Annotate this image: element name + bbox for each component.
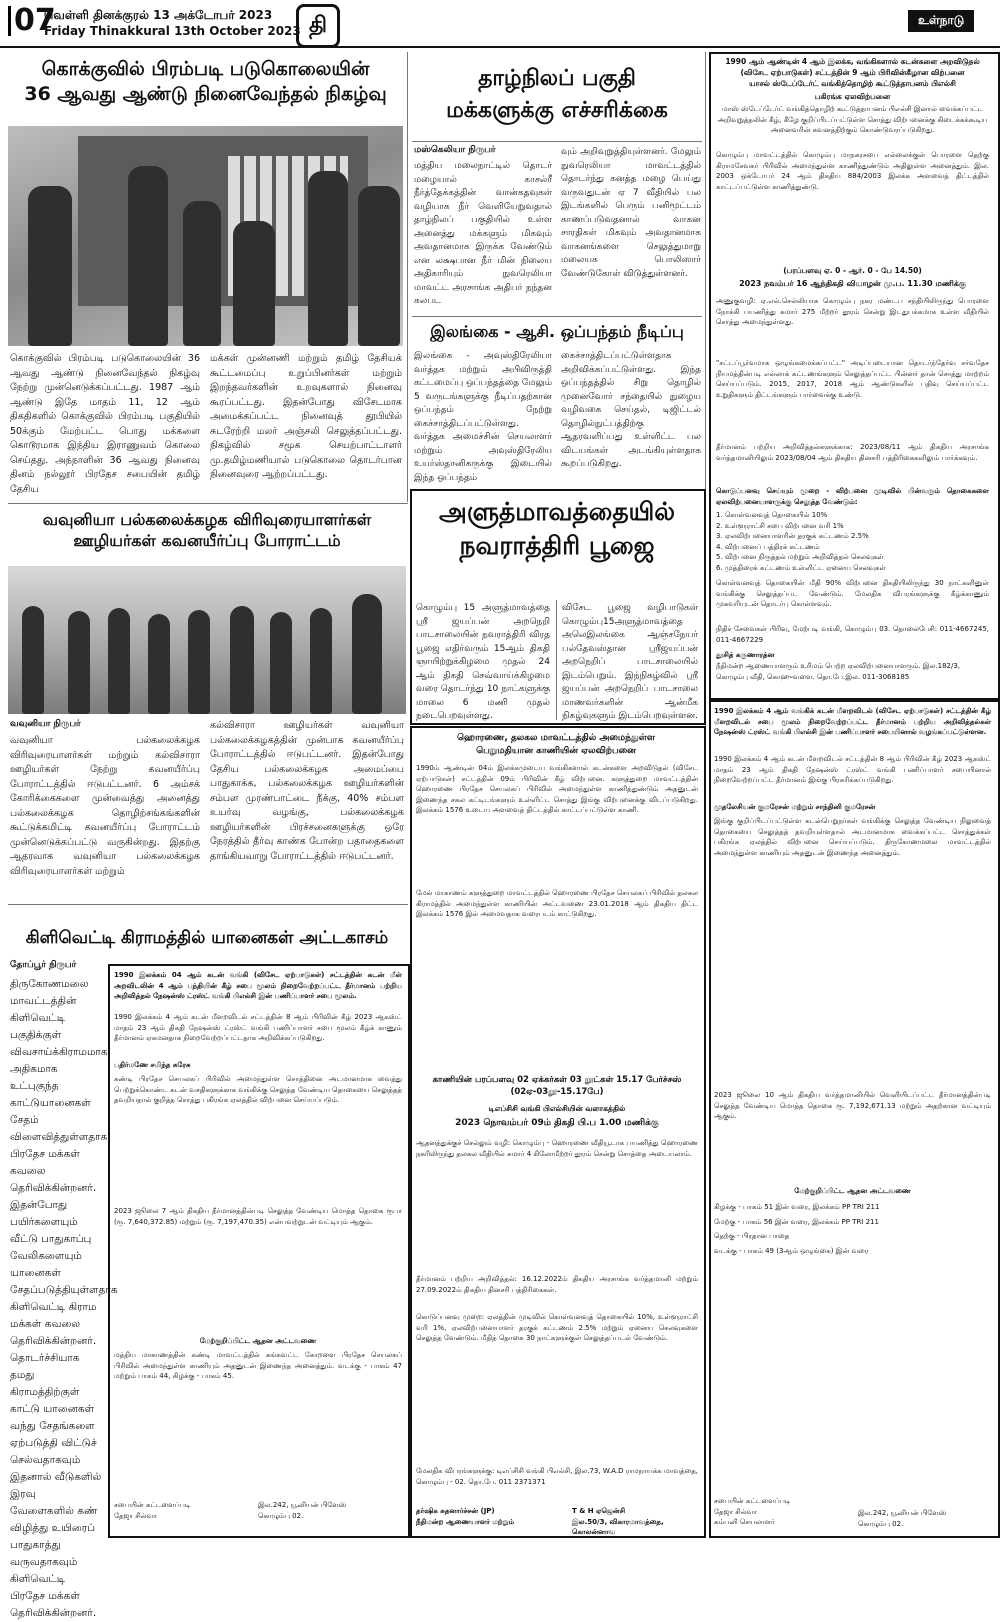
- masthead-rule: [0, 46, 1000, 48]
- schedule-item: மேற்கு - பாகம் 56 இன் வரை, இலக்கம் PP TRI 211: [714, 1217, 879, 1226]
- notice-subheading: மேற்குறிப்பிட்ட ஆதன அட்டவணை: [199, 1337, 317, 1345]
- story-body: கல்விசாரா ஊழியர்கள் வவுனியா பல்கலைக்கழகத்தின் முன்பாக கவனயீர்ப்பு போராட்டத்தில் ஈடுபட்டனர். இதன்போது தேசிய பல்கலைக்கழக அமைப்பை பாதுகாக்க, பல்கலைக்கழக ஊழியர்களின் சம்பள முரண்பாட்டை நீக்கு, 40% சம்பள உயர்வு வழங்கு, பல்கலைக்கழக ஊழியர்களின் பிரச்சனைகளுக்கு ஒரே நேரத்தில் தீர்வு காண்க போன்ற பதாதைகளை தாங்கியவாறு போராட்டத்தில் ஈடுபட்டனர்.: [210, 720, 404, 862]
- sale-date: 2023 நவம்பர் 16 ஆந்திகதி வியாழன் மு.ப. 11.30 மணிக்கு: [739, 279, 966, 288]
- payment-list: [716, 510, 989, 573]
- notice-paragraph: கொழும்பு மாவட்டத்தில் கொழும்பு மாநகரசபை எல்லைக்குள் பொரளை தெற்கு கிராமசேவகர் பிரிவில் அமைந்துள்ள காணித்துண்டும் அதிலுள்ள அனைத்தும். இல. 2003 ஒக்டோபர் 24 ஆம் திகதிய 884/2003 இலக்க அளவைத் திட்டத்தில் காட்டப்பட்டுள்ள காணித்துண்டு.: [716, 151, 989, 191]
- property-schedule: [714, 1202, 991, 1256]
- notice-paragraph: 1990ம் ஆண்டின் 04ம் இலக்கமுடைய வங்கிகளால் கடன்களை அறவிடுதல் (விசேட ஏற்பாடுகள்) சட்டத்தின் 09ம் பிரிவின் கீழ் விற்பனை. களுத்துறை மாவட்டத்தின் ஹொரணை பிரதேச செயலகப் பிரிவில் அமைந்துள்ள காணித்துண்டும் அதனுடன் இணைந்த சகல கட்டிடங்களும் உள்ளிட்ட சொத்து இங்கு விற்பனைக்கு விடப்படுகிறது. இலக்கம் 1576 உடைய அளவைத் திட்டத்தில் காட்டப்பட்டுள்ள காணி.: [416, 764, 698, 814]
- notice-paragraph: மாஸ் ஸ்டேப்டேர்ட் வங்கித்தொழிற் கூட்டுத்தாபனம் பிஎல்சி இனால் வைக்கப்பட்ட அறிவுறுத்தலின் கீழ், கீழே குறிப்பிடப்பட்டுள்ள சொத்து விற்பனைக்கு கிடைக்கக்கூடிய அனைவரின் கவனத்திற்கும் கொண்டுவரப்படுகிறது.: [717, 105, 988, 134]
- column-divider: [407, 52, 408, 502]
- memorial-photo: [8, 126, 403, 346]
- story-body: கைச்சாத்திடப்பட்டுள்ளதாக அறிவிக்கப்பட்டுள்ளது. இந்த ஒப்பந்தத்தில் சிறு தொழில் முனைவோர் சந்தையில் நுழைய வழிவகை செய்தல், டிஜிட்டல் தொழில்நுட்பத்திற்கு ஆதரவளிப்பது உள்ளிட்ட பல விடயங்கள் அடங்கியுள்ளதாக கூறப்படுகிறது.: [561, 351, 701, 469]
- notice-title: ஹொரணை, தலகல மாவட்டத்தில் அமைந்துள்ள: [457, 733, 655, 743]
- story-body: வும் அறிவுறுத்தியுள்ளனர். மேலும் நுவரெலியா மாவட்டத்தில் தொடர்ந்து கனத்த மழை பெய்து வருவதுடன் ஏ 7 வீதியில் பல இடங்களில் பெரும் பனிமூட்டம் காணப்படுவதனால் வாகன சாரதிகள் மிகவும் அவதானமாக வாகனங்களை செலுத்துமாறு மலையக பொலிஸார் வேண்டுகோள் விடுத்துள்ளனர்.: [561, 147, 701, 279]
- notice-title: 1990 ஆம் ஆண்டின் 4 ஆம் இலக்க, வங்கிகளால் கடன்களை அறவிடுதல்: [725, 57, 980, 66]
- notice-paragraph: 2023 ஜூலை 10 ஆம் திகதிய வர்த்தமானியில் வெளியிடப்பட்ட தீர்மானத்தின்படி செலுத்த வேண்டிய மொத்த தொகை ரூ. 7,192,671.13 மற்றும் அதற்கான வட்டியும் ஆகும்.: [714, 1091, 991, 1120]
- payment-item: 3. ஏலவிற்பனையாளரின் தரகுக் கட்டணம் 2.5%: [716, 532, 869, 540]
- notice-paragraph: அணுகுவழி: ஏ.எல்.செல்லியாக கொழும்பு நகர மண்டப சந்தியிலிருந்து பொரளை நோக்கி பயணித்து சுமார் 275 மீற்றர் தூரம் சென்று இடதுபக்கமாக உள்ள வீதியில் சொத்து அமைந்துள்ளது.: [716, 297, 989, 326]
- story-body: இலங்கை - அவுஸ்திரேலியா வர்த்தக மற்றும் அபிவிருத்தி கட்டமைப்பு ஒப்பந்தத்தை மேலும் 5 வருடங்களுக்கு நீடிப்பதற்கான ஒப்பந்தம் நேற்று கைச்சாத்திடப்பட்டுள்ளது. வர்த்தக அமைச்சின் செயலாளர் மற்றும் அவுஸ்திரேலிய உயர்ஸ்தானிகருக்கு இடையில் இந்த ஒப்பந்தம்: [414, 351, 552, 483]
- notice-address: இல.242, யூனியன் பிளேஸ் கொழும்பு 02.: [858, 1509, 947, 1528]
- notice-paragraph: மேல் மாகாணம் களுத்துறை மாவட்டத்தில் ஹொரணை பிரதேச செயலகப் பிரிவில் தலகல கிராமத்தில் அமைந்துள்ள காணியின் அட்டவணை 23.01.2018 ஆம் திகதிய திட்ட இலக்கம் 1576 இல் அமைவதாக வரைபடம் காட்டுகிறது.: [416, 889, 698, 918]
- sale-date: 2023 நொவம்பர் 09ம் திகதி பி.ப 1.00 மணிக்கு: [455, 1118, 659, 1128]
- headline: கிளிவெட்டி கிராமத்தில் யானைகள் அட்டகாசம்: [25, 928, 389, 948]
- auctioneer-details: நீதிமன்ற ஆணையாளரும் உரிமம் பெற்ற ஏலவிற்பனையாளரும். இல.182/3, கொழும்பு வீதி, கொஹுவளை. தொ.பே.இல. 011-3068185: [716, 662, 961, 681]
- notice-subheading: முதலேசியன் குமரேசன் மற்றும் சாந்தினி குமரேசன்: [714, 803, 876, 811]
- sale-venue: டிஎப்சிசி வங்கி பிஎல்சியின் வளாகத்தில்: [488, 1104, 626, 1113]
- notice-subheading: மேற்குறிப்பிட்ட ஆதன அட்டவணை: [794, 1187, 911, 1195]
- notice-subtitle: பகிரங்க ஏலவிற்பனை: [814, 92, 891, 101]
- notice-paragraph: தீர்மானம் பற்றிய அறிவித்தல்களுக்காக: 2023/08/11 ஆம் திகதிய அரசாங்க வர்த்தமானியிலும் 2023/08/04 ஆம் திகதிய தினசரி பத்திரிகைகளிலும் பார்க்கவும்.: [716, 443, 989, 462]
- notice-address: இல.242, யூனியன் பிளேஸ் கொழும்பு 02.: [258, 1501, 347, 1520]
- story-body: கொழும்பு 15 அளுத்மாவத்தை ஸ்ரீ ஜயப்பன் அறநெறி பாடசாலையின் நவராத்திரி விரத பூஜை எதிர்வரும் 15ஆம் திகதி ஞாயிற்றுக்கிழமை முதல் 24 ஆம் திகதி செவ்வாய்க்கிழமை வரை தொடர்ந்து 10 நாட்களுக்கு மாலை 6 மணி முதல் நடைபெறவுள்ளது.: [416, 603, 550, 721]
- payment-item: 6. முத்திரைக் கட்டணம் உள்ளிட்ட ஏனைய செலவுகள்: [716, 563, 886, 572]
- notice-intro: 1990 இலக்கம் 04 ஆம் கடன் வங்கி (விசேட ஏற்பாடுகள்) சட்டத்தின் கடன் மீள் அறவிடலின் 4 ஆம் பந்தியின் கீழ் சபை மூலம் நிறைவேற்றப்பட்ட தீர்மானம் பற்றிய அறிவித்தல் நேஷன்ஸ் ட்ரஸ்ட் வங்கி பிஎல்சி இன் பணிப்பாளர் சபை மூலம்.: [114, 971, 402, 1000]
- notice-signature: சபையின் கட்டளைப்படி தேஜா சில்வா கம்பனி செயலாளர்: [714, 1497, 791, 1526]
- notice-paragraph: இங்கு குறிப்பிடப்பட்டுள்ள கடன்பெறுநர்கள் வங்கிக்கு செலுத்த வேண்டிய நிலுவைத் தொகையை செலுத்தத் தவறியுள்ளதால் அடமானமாக வைக்கப்பட்ட சொத்துக்கள் பகிரங்க ஏலத்தில் விற்பனை செய்யப்படும். திருகோணமலை மாவட்டத்தில் அமைந்துள்ள காணியும் அதனுடன் இணைந்த அனைத்தும்.: [714, 817, 991, 857]
- payment-item: 4. விற்பனைப் பத்திரக் கட்டணம்: [716, 542, 820, 551]
- headline: இலங்கை - ஆசி. ஒப்பந்தம் நீடிப்பு: [430, 322, 684, 341]
- payment-item: 5. விற்பனை நிருத்தல் மற்றும் அறிவித்தல் செலவுகள்: [716, 553, 884, 561]
- byline: மஸ்கெலியா நிருபர்: [414, 145, 496, 155]
- notice-paragraph: மத்திய மாகாணத்தின் கண்டி மாவட்டத்தில் கங்கவட்ட கோறளை பிரதேச செயலகப் பிரிவில் அமைந்துள்ள காணியும் அதனுடன் இணைந்த அனைத்தும். வடக்கு - பாகம் 47 மற்றும் பாகம் 44, கிழக்கு - பாகம் 45.: [114, 1351, 402, 1380]
- story-body: திருகோணமலை மாவட்டத்தின் கிளிவெட்டி பகுதிக்குள் விவசாய்க்கிராமமாக அதிகமாக உட்புகுந்த காட்டுயானைகள் சேதம் விளைவித்துள்ளதாக பிரதேச மக்கள் கவலை தெரிவிக்கின்றனர். இதன்போது பயிர்களையும் வீட்டு பாதுகாப்பு வேலிகளையும் யானைகள் சேதப்படுத்தியுள்ளதாக கிளிவெட்டி கிராம மக்கள் கவலை தெரிவிக்கின்றனர். தொடர்ச்சியாக தமது கிராமத்திற்குள் காட்டு யானைகள் வந்து சேதங்களை ஏற்படுத்தி விட்டுச் செல்வதாகவும் இதனால் வீடுகளில் இரவு வேளைகளில் கண் விழித்து உயிரைப் பாதுகாத்து வருவதாகவும் கிளிவெட்டி பிரதேச மக்கள் தெரிவிக்கின்றனர்.: [10, 978, 118, 1619]
- section-label: உள்நாடு: [908, 10, 974, 32]
- story-body: மக்கள் முன்னணி மற்றும் தமிழ் தேசியக் கூட்டமைப்பு உறுப்பினர்கள் மற்றும் இறந்தவர்களின் உறவுகளால் நினைவு கூரப்பட்டது. இதன்போது விசேடமாக அமைக்கப்பட்ட நினைவுத் தூபியில் சுடரேற்றி மலர் அஞ்சலி செலுத்தப்பட்டது. நிகழ்வில் சமூக செயற்பாட்டாளர் மு.தமிழ்மணியால் படுகொலை தொடர்பான நினைவுரை ஆற்றப்பட்டது.: [210, 353, 402, 480]
- newspaper-logo-icon: தி: [296, 4, 340, 48]
- masthead-tamil-date: வெள்ளி தினக்குரல் 13 அக்டோபர் 2023: [44, 8, 273, 22]
- story-kokkuvil: [8, 58, 403, 106]
- notice-contact: நிதிச் சேவைகள் பிரிவு, மேற்படி வங்கி, கொழும்பு 03. தொலைபேசி: 011-4667245, 011-4667229: [716, 625, 989, 644]
- headline: நவராத்திரி பூஜை: [459, 531, 655, 560]
- schedule-item: தெற்கு - பிரதான பாதை: [714, 1232, 790, 1240]
- rule: [412, 141, 702, 142]
- payment-item: 1. கொள்வனவுத் தொகையில் 10%: [716, 511, 828, 519]
- notice-paragraph: 1990 இலக்கம் 4 ஆம் கடன் மீளறவிடல் சட்டத்தின் 8 ஆம் பிரிவின் கீழ் 2023 ஆகஸ்ட் மாதம் 23 ஆம் திகதி நேஷன்ஸ் ட்ரஸ்ட் வங்கி பணிப்பாளர் சபை மூலம் கீழ்க் காணும் தீர்மானம் ஏகமனதாக நிறைவேற்றப்பட்டதாக அறிவிக்கப்படுகிறது.: [114, 1013, 402, 1042]
- rule: [412, 316, 702, 317]
- payment-title: கொடுப்பனவு செய்யும் முறை - விற்பனை முடிவில் பின்வரும் தொகைகளை ஏலவிற்பனையாளருக்கு செலுத்த வேண்டும்:: [716, 487, 989, 506]
- schedule-item: வடக்கு - பாகம் 49 (3ஆம் ஒழுங்கை) இன் வரை: [714, 1246, 869, 1255]
- rule: [8, 904, 408, 905]
- story-body: கொக்குவில் பிரம்படி படுகொலையின் 36 ஆவது ஆண்டு நினைவேந்தல் நிகழ்வு நேற்று முன்னெடுக்கப்பட்டது. 1987 ஆம் ஆண்டு இதே மாதம் 11, 12 ஆம் திகதிகளில் கொக்குவில் பிரம்படி பகுதியில் 50க்கும் மேற்பட்ட பொது மக்களை கொடூரமாக இந்திய இராணுவம் கொலை செய்தது. அந்நாளின் 36 ஆவது நினைவு தினம் நல்லூர் பிரதேச சபையின் தமிழ் தேசிய: [10, 353, 200, 495]
- land-extent: காணியின் பரப்பளவு 02 ஏக்கர்கள் 03 றூட்கள் 15.17 பேர்ச்சஸ் (02ஏ-03றூ-15.17பே): [432, 1075, 682, 1097]
- headline: வவுனியா பல்கலைக்கழக விரிவுரையாளர்கள்: [42, 510, 372, 529]
- notice-subheading: பதிர்மணே சமிந்த சுரேசு: [114, 1061, 191, 1069]
- notice-title: யாசல் ஸ்டேப்டேர்ட் வங்கித்தொழிற் கூட்டுத்தாபனம் பிஎல்சி: [749, 79, 956, 88]
- masthead-english-date: Friday Thinakkural 13th October 2023: [44, 24, 301, 38]
- protest-photo: [8, 566, 406, 714]
- headline: ஊழியர்கள் கவனயீர்ப்பு போராட்டம்: [73, 531, 341, 551]
- notice-contact: மேலதிக விபரங்களுக்கு: டிஎப்சிசி வங்கி பிஎல்சி, இல.73, W.A.D ராமநாயக்க மாவத்தை, கொழும்பு - 02. தொ.பே. 011 2371371: [416, 1467, 698, 1486]
- page-number: 07: [14, 3, 56, 38]
- headline: மக்களுக்கு எச்சரிக்கை: [446, 98, 668, 124]
- headline: கொக்குவில் பிரம்படி படுகொலையின்: [41, 58, 370, 80]
- notice-signature: சபையின் கட்டளைப்படி தேஜா சில்வா: [114, 1501, 191, 1520]
- story-lowland-warning: [412, 66, 702, 125]
- headline: 36 ஆவது ஆண்டு நினைவேந்தல் நிகழ்வு: [24, 82, 387, 105]
- story-navaratri: [414, 497, 700, 561]
- notice-title: பெறுமதியான காணியின் ஏலவிற்பனை: [476, 746, 636, 756]
- story-body: விசேட பூஜை வழிபாடுகள் கொழும்பு15அளுத்மாவத்தை அலெஇலங்கை ஆஞ்சநேயர் பல்தேவஸ்தான ஸ்ரீஜயப்பன் அறநெறிப் பாடசாலையில் இடம்பெறும். இந்நிகழ்வில் ஸ்ரீ ஜயப்பன் அறநெறிப் பாடசாலை மாணவர்களின் ஆன்மீக நிகழ்வுகளும் இடம்பெறவுள்ளன.: [562, 603, 698, 721]
- story-body: வவுனியா பல்கலைக்கழக விரிவுரையாளர்கள் மற்றும் கல்விசாரா ஊழியர்கள் நேற்று கவனயீர்ப்பு போராட்டத்தில் ஈடுபட்டனர். 6 அம்சக் கோரிக்கைகளை முன்வைத்து அனைத்து பல்கலைக்கழக தொழிற்சங்கங்களின் கூட்டுக்கமிட்டி கவனயீர்ப்பு போராட்டம் முன்னெடுக்கப்பட்டு வருகின்றது. இதற்கு ஆதரவாக வவுனியா பல்கலைக்கழக விரிவுரையாளர்கள் மற்றும்: [10, 735, 200, 877]
- byline: தோப்பூர் நிருபர்: [10, 960, 77, 970]
- byline: வவுனியா நிருபர்: [10, 719, 81, 729]
- notice-address: T & H ஏஜென்சி இல.50/3, விகாரமாவத்தை, கொலன்னாவ: [572, 1507, 664, 1536]
- notice-paragraph: கொடுப்பனவு முறை: ஏலத்தின் முடிவில் கொள்வனவுத் தொகையில் 10%, உள்ளூராட்சி வரி 1%, ஏலவிற்பனையாளர் தரகுக் கட்டணம் 2.5% மற்றும் ஏனைய செலவுகளை செலுத்த வேண்டும். மீதித் தொகை 30 நாட்களுக்குள் செலுத்தப்படல் வேண்டும்.: [416, 1313, 698, 1342]
- story-body: மத்திய மலைநாட்டில் தொடர் மழையால் காசல்ரீ நீர்த்தேக்கத்தின் வான்கதவுகள் வழியாக நீர் வெளியேறுவதால் தாழ்நிலப் பகுதியில் உள்ள அனைத்து மக்களும் மிகவும் அவதானமாக இருக்க வேண்டும் என லக்ஷபான நீர் மின் நிலைய அதிகாரியும் நுவரெலியா மாவட்ட அரசாங்க அதிபர் நந்தன கலபட: [414, 161, 552, 306]
- schedule-item: கிழக்கு - பாகம் 51 இன் வரை, இலக்கம் PP TRI 211: [714, 1203, 880, 1211]
- rule: [8, 503, 408, 504]
- notice-paragraph: 1990 இலக்கம் 4 ஆம் கடன் மீளறவிடல் சட்டத்தின் 8 ஆம் பிரிவின் கீழ் 2023 ஆகஸ்ட் மாதம் 23 ஆம் திகதி நேஷன்ஸ் ட்ரஸ்ட் வங்கி பணிப்பாளர் சபையினால் நிறைவேற்றப்பட்ட தீர்மானம் இங்கு பிரசுரிக்கப்படுகிறது.: [714, 755, 991, 784]
- land-extent: (பரப்பளவு ஏ. 0 - ஆர். 0 - பே 14.50): [783, 266, 922, 275]
- notice-paragraph: 2023 ஜூலை 7 ஆம் திகதிய தீர்மானத்தின்படி செலுத்த வேண்டிய மொத்த தொகை ரூபா (ரூ. 7,640,372.85) மற்றும் (ரூ. 7,197,470.35) என்பவற்றுடன் வட்டியும் ஆகும்.: [114, 1207, 402, 1226]
- notice-title: (விசேட ஏற்பாடுகள்) சட்டத்தின் 9 ஆம் பிரிவின்கீழான விற்பனை: [740, 68, 965, 77]
- notice-paragraph: தீர்மானம் பற்றிய அறிவித்தல்: 16.12.2022ம் திகதிய அரசாங்க வர்த்தமானி மற்றும் 27.09.2022ம் திகதிய தினசரி பத்திரிகைகள்.: [416, 1275, 698, 1294]
- auctioneer-name: தூசித் கருணாரத்ன: [716, 651, 775, 659]
- notice-paragraph: கொள்வனவுத் தொகையின் மீதி 90% விற்பனை திகதியிலிருந்து 30 நாட்களினுள் வங்கிக்கு செலுத்தப்பட வேண்டும். மேலதிக விபரங்களுக்கு கீழ்க்காணும் முகவரியுடன் தொடர்பு கொள்ளவும்.: [716, 579, 989, 608]
- notice-intro: 1990 இலக்கம் 4 ஆம் வங்கிக் கடன் மீளறவிடல் (விசேட ஏற்பாடுகள்) சட்டத்தின் கீழ் மீளறவிடல் சபை மூலம் நிறைவேற்றப்பட்ட தீர்மானம் பற்றிய அறிவித்தல்கள் நேஷன்ஸ் ட்ரஸ்ட் வங்கி பிஎல்சி இன் பணிப்பாளர் சபையினால் வழங்கப்பட்டுள்ளன.: [714, 707, 991, 736]
- notice-paragraph: "சட்டப்பூர்வமாக ஒழுங்கமைக்கப்பட்ட" அடிப்படையான தொடர்ந்தேர்வு சர்வதேச நியமத்தின்படி எல்லாக் கட்டணங்களும் செலுத்தப்பட்ட பின்னர் தான் சொத்து மாற்றம் செய்யப்படும். 2015, 2017, 2018 ஆம் ஆண்டுகளில் பதிவு செய்யப்பட்ட உறுதிகளும் திட்டங்களும் பார்வைக்கு உண்டு.: [716, 359, 989, 399]
- page-number-bar: [8, 6, 11, 36]
- notice-paragraph: கண்டி பிரதேச செயலகப் பிரிவில் அமைந்துள்ள சொத்தினை அடமானமாக வைத்து பெற்றுக்கொண்ட கடன் வசதிகளுக்காக வங்கிக்கு செலுத்த வேண்டிய தொகையை செலுத்தத் தவறியதால் குறித்த சொத்து பகிரங்க ஏலத்தில் விற்பனை செய்யப்படும்.: [114, 1075, 402, 1104]
- payment-item: 2. உள்ளூராட்சி சபை விற்பனை வரி 1%: [716, 521, 844, 530]
- notice-signature: தர்ஷிக சுதனார்ச்சன் (JP) நீதிமன்ற ஆணையாளர் மற்றும்: [416, 1507, 515, 1526]
- headline: தாழ்நிலப் பகுதி: [478, 66, 636, 91]
- notice-paragraph: ஆதனத்துக்குச் செல்லும் வழி: கொழும்பு - ஹொரணை வீதியூடாக பயணித்து ஹொரணை நகரிலிருந்து தலகல வீதியில் சுமார் 4 கிலோமீற்றர் தூரம் சென்று சொத்தை அடையலாம்.: [416, 1139, 698, 1158]
- story-vavuniya-protest: [8, 510, 406, 550]
- headline: அளுத்மாவத்தையில்: [438, 497, 676, 526]
